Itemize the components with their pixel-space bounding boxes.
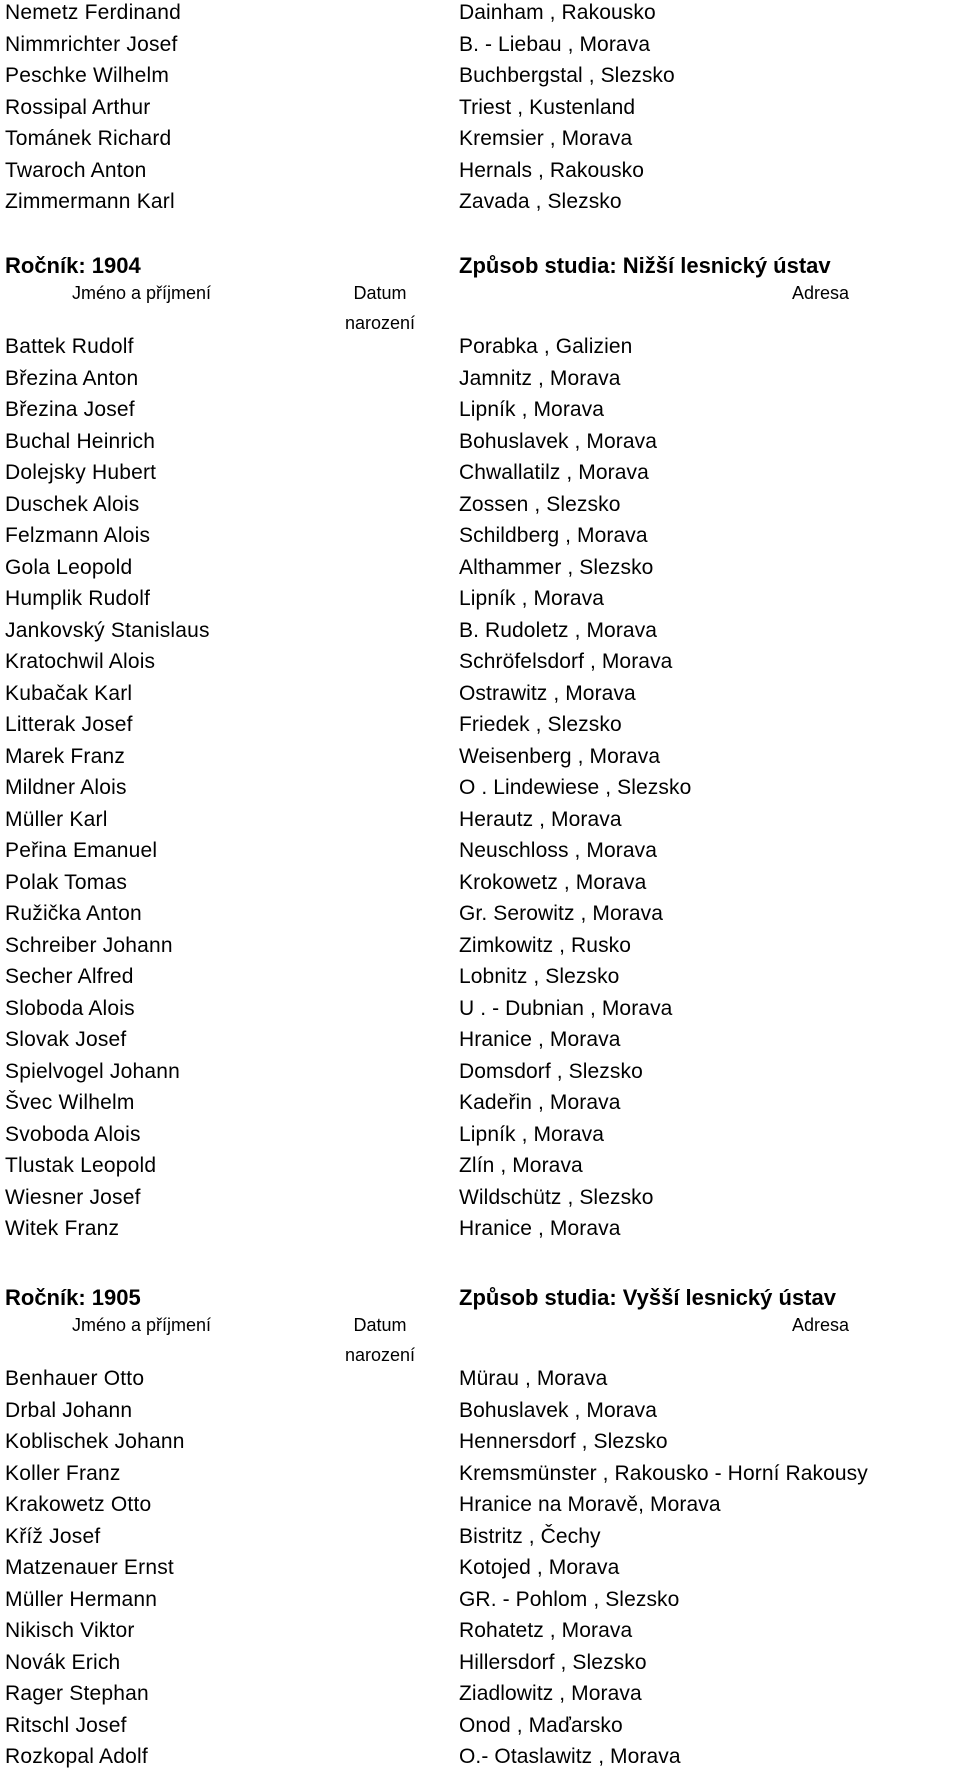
table-row xyxy=(0,1489,960,1520)
table-row xyxy=(0,961,960,992)
table-row xyxy=(0,1395,960,1426)
student-name: Müller Hermann xyxy=(5,1587,158,1611)
student-name: Peschke Wilhelm xyxy=(5,64,170,87)
study-type-heading: Způsob studia: Vyšší lesnický ústav xyxy=(459,1285,836,1310)
student-name: Slovak Josef xyxy=(5,1028,127,1051)
column-header-birthdate-line1: Datum xyxy=(353,1315,407,1335)
table-row xyxy=(0,1182,960,1213)
column-headers xyxy=(0,1310,960,1365)
student-address: Hennersdorf , Slezsko xyxy=(459,1430,668,1453)
table-row xyxy=(0,835,960,866)
table-row xyxy=(0,60,960,91)
table-row xyxy=(0,457,960,488)
student-address: Kremsier , Morava xyxy=(459,127,633,150)
student-address: Hranice , Morava xyxy=(459,1217,621,1240)
column-header-name: Jméno a příjmení xyxy=(72,283,212,303)
student-name: Schreiber Johann xyxy=(5,933,173,957)
table-row xyxy=(0,394,960,425)
student-name: Nemetz Ferdinand xyxy=(5,1,181,24)
student-address: Lipník , Morava xyxy=(459,587,605,610)
student-name: Dolejsky Hubert xyxy=(5,461,157,484)
table-row xyxy=(0,186,960,217)
student-address: Hranice na Moravě, Morava xyxy=(459,1493,721,1516)
student-name: Peřina Emanuel xyxy=(5,839,158,862)
student-address: Onod , Maďarsko xyxy=(459,1713,623,1737)
column-header-birthdate xyxy=(330,1310,430,1370)
table-row xyxy=(0,155,960,186)
student-name: Drbal Johann xyxy=(5,1398,133,1422)
table-row xyxy=(0,1458,960,1489)
student-name: Rossipal Arthur xyxy=(5,95,151,119)
table-row xyxy=(0,426,960,457)
table-row xyxy=(0,1521,960,1552)
table-row xyxy=(0,1056,960,1087)
column-header-birthdate xyxy=(330,278,430,338)
table-row xyxy=(0,709,960,740)
student-address: Lipník , Morava xyxy=(459,1122,605,1146)
student-name: Krakowetz Otto xyxy=(5,1493,152,1516)
student-address: Ziadlowitz , Morava xyxy=(459,1682,642,1705)
table-row xyxy=(0,1087,960,1118)
student-name: Matzenauer Ernst xyxy=(5,1556,174,1579)
student-address: Bistritz , Čechy xyxy=(459,1524,601,1548)
student-name: Spielvogel Johann xyxy=(5,1059,181,1083)
student-address: Zossen , Slezsko xyxy=(459,492,621,516)
student-address: Porabka , Galizien xyxy=(459,335,633,358)
student-name: Mildner Alois xyxy=(5,776,127,799)
table-row xyxy=(0,331,960,362)
table-row xyxy=(0,489,960,520)
student-name: Sloboda Alois xyxy=(5,996,135,1020)
student-address: Schildberg , Morava xyxy=(459,524,648,547)
student-address: Bohuslavek , Morava xyxy=(459,429,657,453)
student-address: Althammer , Slezsko xyxy=(459,555,654,579)
section-heading xyxy=(0,250,960,281)
student-address: Triest , Kustenland xyxy=(459,95,636,119)
table-row xyxy=(0,1426,960,1457)
table-row xyxy=(0,678,960,709)
student-address: Gr. Serowitz , Morava xyxy=(459,902,663,925)
table-row xyxy=(0,92,960,123)
table-row xyxy=(0,552,960,583)
column-header-address: Adresa xyxy=(792,1315,850,1335)
table-row xyxy=(0,1615,960,1646)
student-address: Krokowetz , Morava xyxy=(459,870,647,894)
table-row xyxy=(0,1119,960,1150)
column-headers xyxy=(0,278,960,333)
student-name: Rager Stephan xyxy=(5,1682,149,1705)
student-address: Mürau , Morava xyxy=(459,1367,608,1390)
table-row xyxy=(0,1584,960,1615)
column-header-birthdate-line1: Datum xyxy=(353,283,407,303)
year-heading: Ročník: 1904 xyxy=(5,253,141,278)
student-address: Jamnitz , Morava xyxy=(459,366,621,390)
student-name: Kříž Josef xyxy=(5,1524,101,1548)
student-name: Tlustak Leopold xyxy=(5,1154,157,1177)
student-name: Müller Karl xyxy=(5,807,108,831)
table-row xyxy=(0,1363,960,1394)
student-name: Gola Leopold xyxy=(5,555,133,579)
student-name: Švec Wilhelm xyxy=(5,1091,135,1114)
column-header-birthdate-line2: narození xyxy=(344,313,416,333)
student-name: Nikisch Viktor xyxy=(5,1619,135,1642)
student-name: Novák Erich xyxy=(5,1650,121,1674)
student-address: O.- Otaslawitz , Morava xyxy=(459,1745,681,1768)
student-address: Neuschloss , Morava xyxy=(459,839,657,862)
student-name: Tománek Richard xyxy=(5,127,172,150)
student-address: U . - Dubnian , Morava xyxy=(459,996,673,1020)
table-row xyxy=(0,363,960,394)
student-address: Zimkowitz , Rusko xyxy=(459,933,632,957)
student-name: Svoboda Alois xyxy=(5,1122,141,1146)
student-name: Koblischek Johann xyxy=(5,1430,185,1453)
table-row xyxy=(0,29,960,60)
student-name: Humplik Rudolf xyxy=(5,587,151,610)
table-row xyxy=(0,804,960,835)
student-address: Kadeřin , Morava xyxy=(459,1091,621,1114)
table-row xyxy=(0,741,960,772)
student-address: Rohatetz , Morava xyxy=(459,1619,633,1642)
student-name: Felzmann Alois xyxy=(5,524,151,547)
table-row xyxy=(0,898,960,929)
table-row xyxy=(0,1647,960,1678)
student-name: Duschek Alois xyxy=(5,492,140,516)
student-address: Wildschütz , Slezsko xyxy=(459,1185,654,1209)
student-address: Bohuslavek , Morava xyxy=(459,1398,657,1422)
student-name: Rozkopal Adolf xyxy=(5,1745,148,1768)
student-name: Kubačak Karl xyxy=(5,681,133,705)
student-address: Hillersdorf , Slezsko xyxy=(459,1650,647,1674)
table-row xyxy=(0,1213,960,1244)
table-row xyxy=(0,993,960,1024)
student-name: Marek Franz xyxy=(5,744,126,768)
table-row xyxy=(0,1741,960,1772)
student-address: Hernals , Rakousko xyxy=(459,158,645,182)
table-row xyxy=(0,1552,960,1583)
student-address: Dainham , Rakousko xyxy=(459,1,656,24)
table-row xyxy=(0,930,960,961)
section-heading xyxy=(0,1282,960,1313)
student-name: Jankovský Stanislaus xyxy=(5,618,210,642)
student-address: Lipník , Morava xyxy=(459,398,605,421)
student-address: Chwallatilz , Morava xyxy=(459,461,649,484)
student-name: Battek Rudolf xyxy=(5,335,134,358)
table-row xyxy=(0,1710,960,1741)
table-row xyxy=(0,772,960,803)
column-header-name: Jméno a příjmení xyxy=(72,1315,212,1335)
student-address: Schröfelsdorf , Morava xyxy=(459,650,673,673)
student-name: Zimmermann Karl xyxy=(5,190,175,213)
table-row xyxy=(0,1150,960,1181)
student-address: O . Lindewiese , Slezsko xyxy=(459,776,692,799)
student-name: Witek Franz xyxy=(5,1217,120,1240)
student-name: Wiesner Josef xyxy=(5,1185,141,1209)
student-address: Zlín , Morava xyxy=(459,1154,583,1177)
column-header-address: Adresa xyxy=(792,283,850,303)
student-name: Secher Alfred xyxy=(5,965,134,988)
student-address: Lobnitz , Slezsko xyxy=(459,965,620,988)
student-address: GR. - Pohlom , Slezsko xyxy=(459,1587,680,1611)
table-row xyxy=(0,123,960,154)
student-address: Domsdorf , Slezsko xyxy=(459,1059,643,1083)
table-row xyxy=(0,646,960,677)
student-name: Polak Tomas xyxy=(5,870,128,894)
table-row xyxy=(0,615,960,646)
table-row xyxy=(0,520,960,551)
student-name: Březina Anton xyxy=(5,366,139,390)
student-name: Nimmrichter Josef xyxy=(5,32,178,56)
student-address: Zavada , Slezsko xyxy=(459,190,622,213)
table-row xyxy=(0,1024,960,1055)
student-address: Buchbergstal , Slezsko xyxy=(459,64,675,87)
student-address: Hranice , Morava xyxy=(459,1028,621,1051)
study-type-heading: Způsob studia: Nižší lesnický ústav xyxy=(459,253,831,278)
student-address: Weisenberg , Morava xyxy=(459,744,661,768)
student-name: Ružička Anton xyxy=(5,902,142,925)
student-name: Ritschl Josef xyxy=(5,1713,127,1737)
student-name: Koller Franz xyxy=(5,1461,121,1485)
student-address: B. - Liebau , Morava xyxy=(459,32,651,56)
student-name: Benhauer Otto xyxy=(5,1367,145,1390)
student-address: Kotojed , Morava xyxy=(459,1556,620,1579)
year-heading: Ročník: 1905 xyxy=(5,1285,141,1310)
table-row xyxy=(0,1678,960,1709)
student-address: Kremsmünster , Rakousko - Horní Rakousy xyxy=(459,1461,868,1485)
student-name: Březina Josef xyxy=(5,398,135,421)
student-address: Friedek , Slezsko xyxy=(459,713,622,736)
student-address: B. Rudoletz , Morava xyxy=(459,618,658,642)
student-name: Litterak Josef xyxy=(5,713,133,736)
student-name: Twaroch Anton xyxy=(5,158,147,182)
table-row xyxy=(0,0,960,28)
student-name: Buchal Heinrich xyxy=(5,429,156,453)
table-row xyxy=(0,583,960,614)
student-address: Ostrawitz , Morava xyxy=(459,681,636,705)
column-header-birthdate-line2: narození xyxy=(344,1345,416,1365)
table-row xyxy=(0,867,960,898)
student-address: Herautz , Morava xyxy=(459,807,622,831)
student-name: Kratochwil Alois xyxy=(5,650,156,673)
